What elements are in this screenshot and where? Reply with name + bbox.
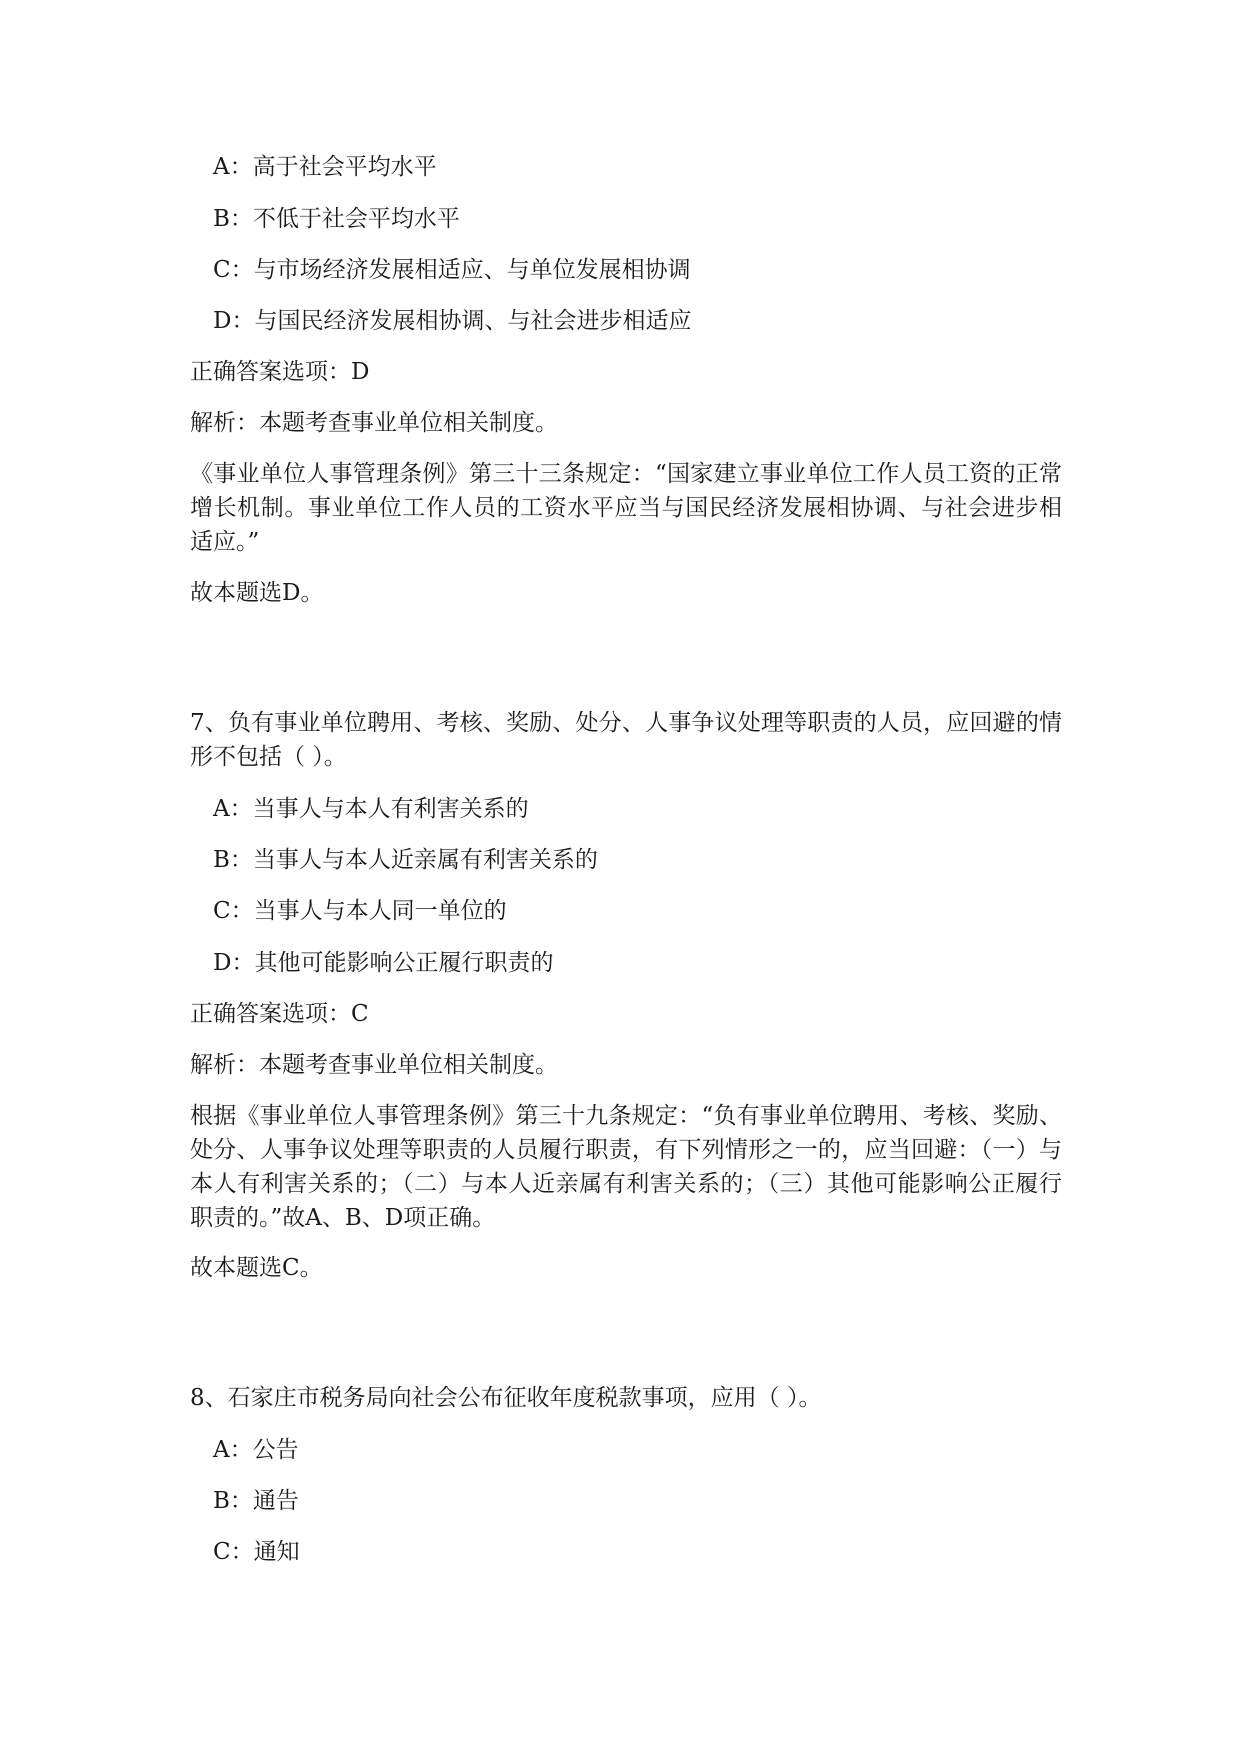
q7-option-a: A：当事人与本人有利害关系的: [213, 796, 529, 822]
q8-question: 8、石家庄市税务局向社会公布征收年度税款事项，应用（ ）。: [190, 1385, 822, 1411]
q7-option-c: C：当事人与本人同一单位的: [213, 898, 507, 924]
q6-conclusion: 故本题选D。: [190, 580, 324, 606]
q7-question: 7、负有事业单位聘用、考核、奖励、处分、人事争议处理等职责的人员，应回避的情形不包括（ ）。: [190, 710, 1062, 770]
q6-explanation: 《事业单位人事管理条例》第三十三条规定：“国家建立事业单位工作人员工资的正常增长机制。事业单位工作人员的工资水平应当与国民经济发展相协调、与社会进步相适应。”: [190, 461, 1062, 555]
q7-conclusion: 故本题选C。: [190, 1255, 323, 1281]
q7-option-d: D：其他可能影响公正履行职责的: [213, 950, 554, 976]
q6-option-a: A：高于社会平均水平: [213, 154, 437, 180]
q7-option-b: B：当事人与本人近亲属有利害关系的: [213, 847, 598, 873]
q7-explanation: 根据《事业单位人事管理条例》第三十九条规定：“负有事业单位聘用、考核、奖励、处分、人事争议处理等职责的人员履行职责，有下列情形之一的，应当回避：（一）与本人有利害关系的；（二）与本人近亲属有利害关系的；（三）其他可能影响公正履行职责的。”故A、B、D项正确。: [190, 1103, 1062, 1231]
q6-option-c: C：与市场经济发展相适应、与单位发展相协调: [213, 257, 691, 283]
q6-option-d: D：与国民经济发展相协调、与社会进步相适应: [213, 308, 692, 334]
q8-option-a: A：公告: [213, 1437, 299, 1463]
q8-option-c: C：通知: [213, 1539, 300, 1565]
q6-option-b: B：不低于社会平均水平: [213, 206, 460, 232]
q8-option-b: B：通告: [213, 1488, 299, 1514]
q6-analysis: 解析：本题考查事业单位相关制度。: [190, 410, 558, 436]
q7-answer: 正确答案选项：C: [190, 1001, 369, 1027]
q7-analysis: 解析：本题考查事业单位相关制度。: [190, 1052, 558, 1078]
q6-answer: 正确答案选项：D: [190, 359, 370, 385]
